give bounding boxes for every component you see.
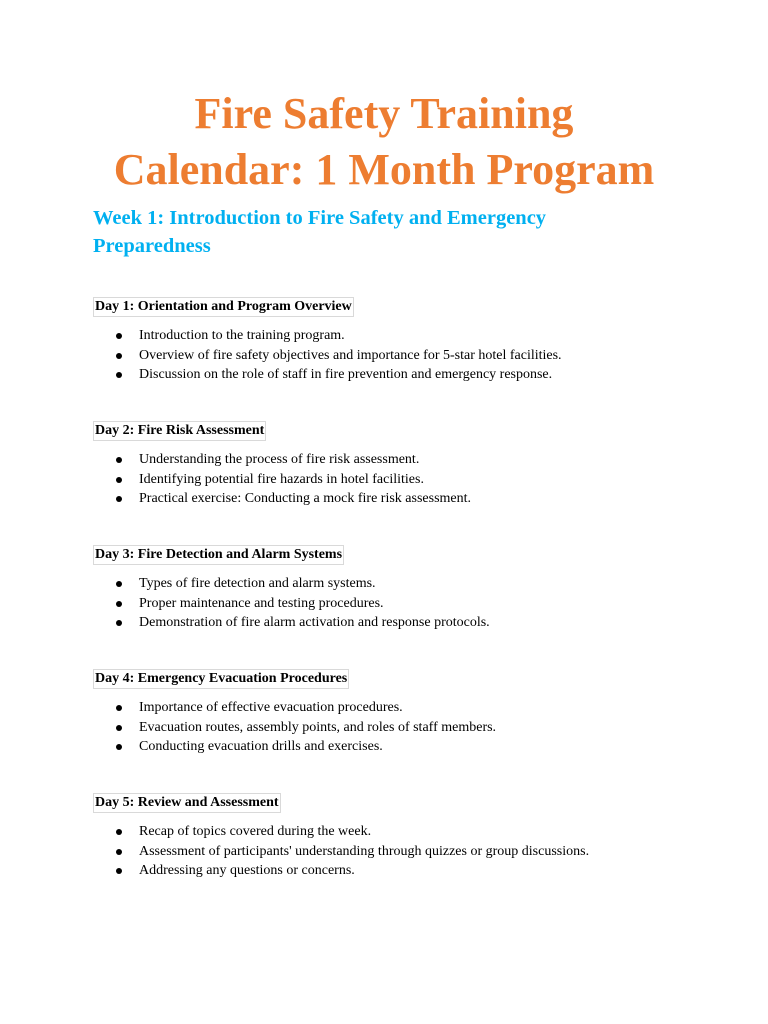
- list-item: [93, 365, 713, 385]
- day-1-section: [93, 297, 713, 385]
- list-item-text: Understanding the process of fire risk assessment.: [139, 452, 420, 467]
- day-5-section: [93, 793, 713, 881]
- day-2-section: [93, 421, 713, 509]
- list-item-text: Recap of topics covered during the week.: [139, 824, 372, 839]
- list-item: [93, 861, 713, 881]
- week-1-heading-line-2: Preparedness: [93, 235, 211, 257]
- bullet-dot-icon: [116, 601, 122, 607]
- list-item: [93, 326, 713, 346]
- document-title-line-1: Fire Safety Training: [194, 89, 574, 138]
- day-5-bullet-list: [93, 822, 713, 881]
- list-item: [93, 822, 713, 842]
- list-item-text: Practical exercise: Conducting a mock fire risk assessment.: [139, 491, 472, 506]
- list-item-text: Proper maintenance and testing procedures.: [139, 595, 384, 611]
- list-item-text: Assessment of participants' understanding through quizzes or group discussions.: [139, 843, 590, 859]
- day-4-bullet-list: [93, 698, 713, 757]
- document-title: [0, 86, 768, 198]
- day-2-bullet-list: [93, 450, 713, 509]
- bullet-dot-icon: [116, 457, 122, 463]
- bullet-dot-icon: [116, 477, 122, 483]
- list-item-text: Discussion on the role of staff in fire prevention and emergency response.: [139, 367, 553, 382]
- list-item: [93, 842, 713, 862]
- day-2-heading: Day 2: Fire Risk Assessment: [93, 421, 266, 441]
- bullet-dot-icon: [116, 581, 122, 587]
- bullet-dot-icon: [116, 849, 122, 855]
- list-item-text: Importance of effective evacuation procedures.: [139, 700, 403, 715]
- list-item-text: Addressing any questions or concerns.: [139, 863, 355, 878]
- week-1-heading-line-1: Week 1: Introduction to Fire Safety and Emergency: [93, 207, 547, 229]
- list-item: [93, 594, 713, 614]
- bullet-dot-icon: [116, 705, 122, 711]
- bullet-dot-icon: [116, 620, 122, 626]
- list-item-text: Demonstration of fire alarm activation and response protocols.: [139, 615, 490, 630]
- list-item-text: Types of fire detection and alarm systems.: [139, 576, 376, 591]
- bullet-dot-icon: [116, 333, 122, 339]
- bullet-dot-icon: [116, 353, 122, 359]
- list-item: [93, 489, 713, 509]
- bullet-dot-icon: [116, 725, 122, 731]
- day-3-heading: Day 3: Fire Detection and Alarm Systems: [93, 545, 344, 565]
- list-item: [93, 737, 713, 757]
- day-5-heading: Day 5: Review and Assessment: [93, 793, 281, 813]
- day-1-bullet-list: [93, 326, 713, 385]
- day-4-section: [93, 669, 713, 757]
- bullet-dot-icon: [116, 868, 122, 874]
- day-3-bullet-list: [93, 574, 713, 633]
- bullet-dot-icon: [116, 372, 122, 378]
- list-item: [93, 574, 713, 594]
- document-title-line-2: Calendar: 1 Month Program: [113, 145, 655, 194]
- day-3-section: [93, 545, 713, 633]
- list-item-text: Conducting evacuation drills and exercises.: [139, 739, 383, 754]
- day-1-heading: Day 1: Orientation and Program Overview: [93, 297, 354, 317]
- list-item-text: Introduction to the training program.: [139, 328, 345, 343]
- list-item-text: Evacuation routes, assembly points, and roles of staff members.: [139, 719, 497, 735]
- list-item-text: Identifying potential fire hazards in hotel facilities.: [139, 471, 424, 487]
- bullet-dot-icon: [116, 829, 122, 835]
- list-item: [93, 470, 713, 490]
- week-1-heading: [93, 204, 653, 260]
- list-item: [93, 450, 713, 470]
- list-item-text: Overview of fire safety objectives and importance for 5-star hotel facilities.: [139, 347, 562, 363]
- list-item: [93, 698, 713, 718]
- bullet-dot-icon: [116, 496, 122, 502]
- list-item: [93, 613, 713, 633]
- list-item: [93, 718, 713, 738]
- bullet-dot-icon: [116, 744, 122, 750]
- day-4-heading: Day 4: Emergency Evacuation Procedures: [93, 669, 349, 689]
- list-item: [93, 346, 713, 366]
